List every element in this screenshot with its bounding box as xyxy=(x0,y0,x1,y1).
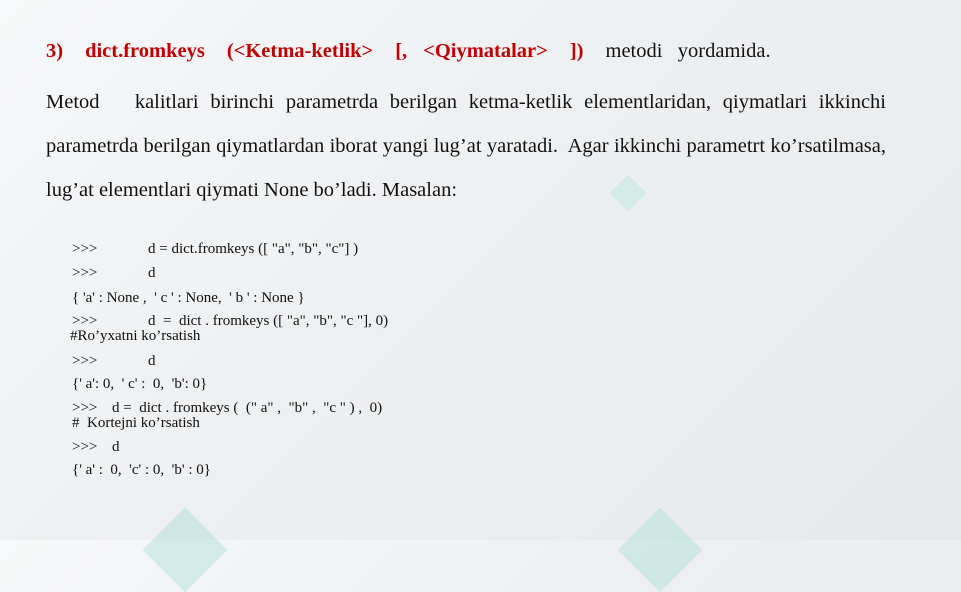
heading-rest: metodi yordamida. xyxy=(605,40,771,62)
description-paragraph xyxy=(46,80,892,212)
heading-number: 3) xyxy=(46,40,64,62)
heading-method: dict.fromkeys xyxy=(85,40,205,62)
section-heading xyxy=(46,36,896,66)
code-line-8: >>> d = dict . fromkeys ( (" a" , "b" , "c " ) , 0) xyxy=(72,400,383,416)
code-line-4: >>> d = dict . fromkeys ([ "a", "b", "c "], 0) xyxy=(72,313,389,329)
code-line-6: >>> d xyxy=(72,353,156,369)
decor-shape xyxy=(618,508,703,592)
code-line-3: { 'a' : None , ' c ' : None, ' b ' : None } xyxy=(72,290,305,306)
code-line-2: >>> d xyxy=(72,265,156,281)
code-line-7: {' a': 0, ' c' : 0, 'b': 0} xyxy=(72,376,208,392)
code-comment-1: #Ro’yxatni ko’rsatish xyxy=(70,328,201,344)
heading-bracket: [, xyxy=(395,40,408,62)
code-line-1: >>> d = dict.fromkeys ([ "a", "b", "c"] ) xyxy=(72,241,359,257)
code-line-11: {' a' : 0, 'c' : 0, 'b' : 0} xyxy=(72,462,211,478)
heading-close: ]) xyxy=(569,40,584,62)
code-comment-2: # Kortejni ko’rsatish xyxy=(72,415,200,431)
decor-shape xyxy=(143,508,228,592)
code-line-10: >>> d xyxy=(72,439,120,455)
heading-param1: (<Ketma-ketlik> xyxy=(226,40,374,62)
heading-param2: <Qiymatalar> xyxy=(423,40,548,62)
paragraph-text: Metod kalitlari birinchi parametrda berilgan ketma-ketlik elementlaridan, qiymatlari ikkinchi parametrda berilgan qiymatlardan iborat yangi lug’at yaratadi. Agar ikkinchi parametrt ko’rsatilmasa, lug’at elementlari qiymati None bo’ladi. Masalan: xyxy=(46,91,892,201)
